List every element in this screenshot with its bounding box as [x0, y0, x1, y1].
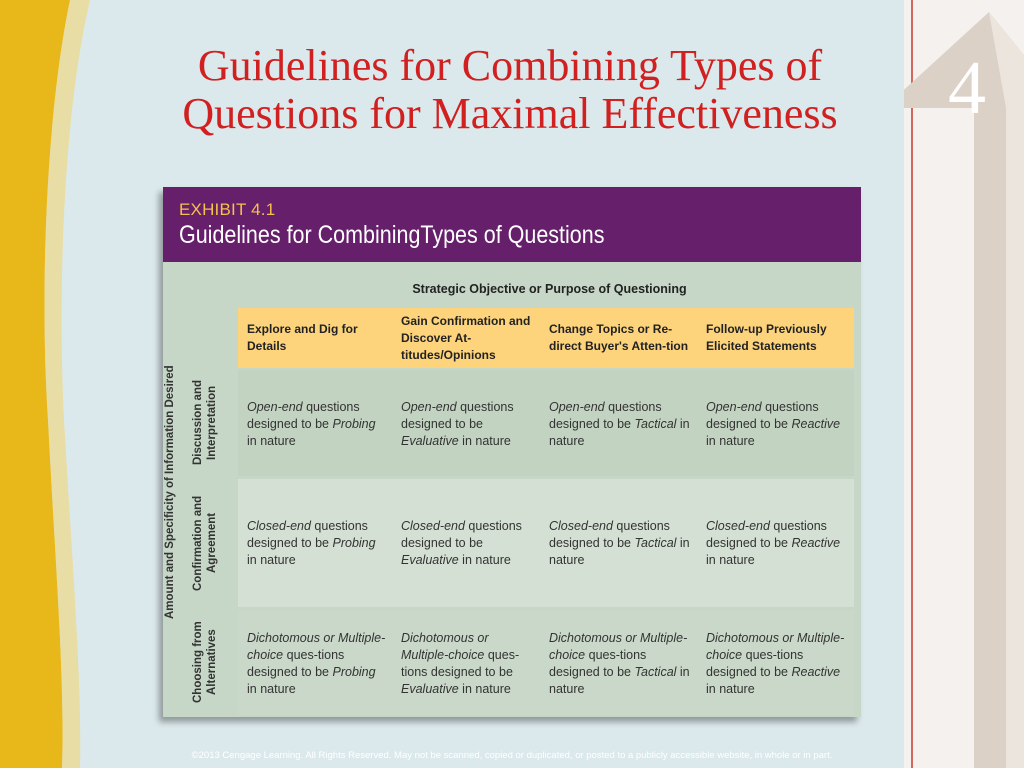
- table-cell: Closed-end questions designed to be Reactive in nature: [706, 519, 841, 567]
- exhibit-table: [163, 187, 861, 717]
- exhibit-title: Guidelines for CombiningTypes of Questions: [179, 221, 605, 249]
- row-label: Confirmation and Agreement: [192, 495, 218, 591]
- table-cell: Open-end questions designed to be Tactical in nature: [549, 400, 690, 448]
- column-header: Gain Confirmation and Discover At-titudes/Opinions: [401, 313, 531, 362]
- table-cell: Dichotomous or Multiple-choice ques-tions designed to be Probing in nature: [247, 631, 386, 696]
- exhibit-header: [163, 187, 861, 262]
- table-cell: Dichotomous or Multiple-choice ques-tions designed to be Reactive in nature: [706, 631, 845, 696]
- title-line-2: Questions for Maximal Effectiveness: [182, 89, 838, 138]
- table-cell: Open-end questions designed to be Probing in nature: [247, 400, 376, 448]
- row-label: Choosing from Alternatives: [192, 621, 218, 704]
- column-header-band: [238, 308, 854, 368]
- table-cell: Open-end questions designed to be Reactive in nature: [706, 400, 841, 448]
- table-cell: Open-end questions designed to be Evaluative in nature: [401, 400, 514, 448]
- strategic-objective-header: Strategic Objective or Purpose of Questioning: [412, 282, 687, 296]
- y-axis-label: Amount and Specificity of Information Desired: [164, 365, 176, 619]
- title-line-1: Guidelines for Combining Types of: [197, 41, 823, 90]
- left-yellow-band: [0, 0, 120, 768]
- copyright-footer: ©2013 Cengage Learning. All Rights Reserved. May not be scanned, copied or duplicated, or posted to a publicly accessible website, in whole or in part.: [191, 750, 833, 761]
- row-label: Discussion and Interpretation: [192, 380, 218, 466]
- table-cell: Dichotomous or Multiple-choice ques-tions designed to be Tactical in nature: [549, 631, 690, 696]
- table-cell: Closed-end questions designed to be Evaluative in nature: [401, 519, 522, 567]
- slide-title: [130, 42, 890, 138]
- slide-number: 4: [948, 46, 986, 130]
- column-header: Explore and Dig for Details: [247, 322, 358, 353]
- table-cell: Closed-end questions designed to be Probing in nature: [247, 519, 376, 567]
- table-cell: Closed-end questions designed to be Tactical in nature: [549, 519, 690, 567]
- column-header: Change Topics or Re-direct Buyer's Atten-tion: [549, 322, 689, 353]
- column-header: Follow-up Previously Elicited Statements: [706, 322, 827, 353]
- table-cell: Dichotomous or Multiple-choice ques-tions designed to be Evaluative in nature: [401, 631, 520, 696]
- exhibit-number: EXHIBIT 4.1: [179, 200, 276, 219]
